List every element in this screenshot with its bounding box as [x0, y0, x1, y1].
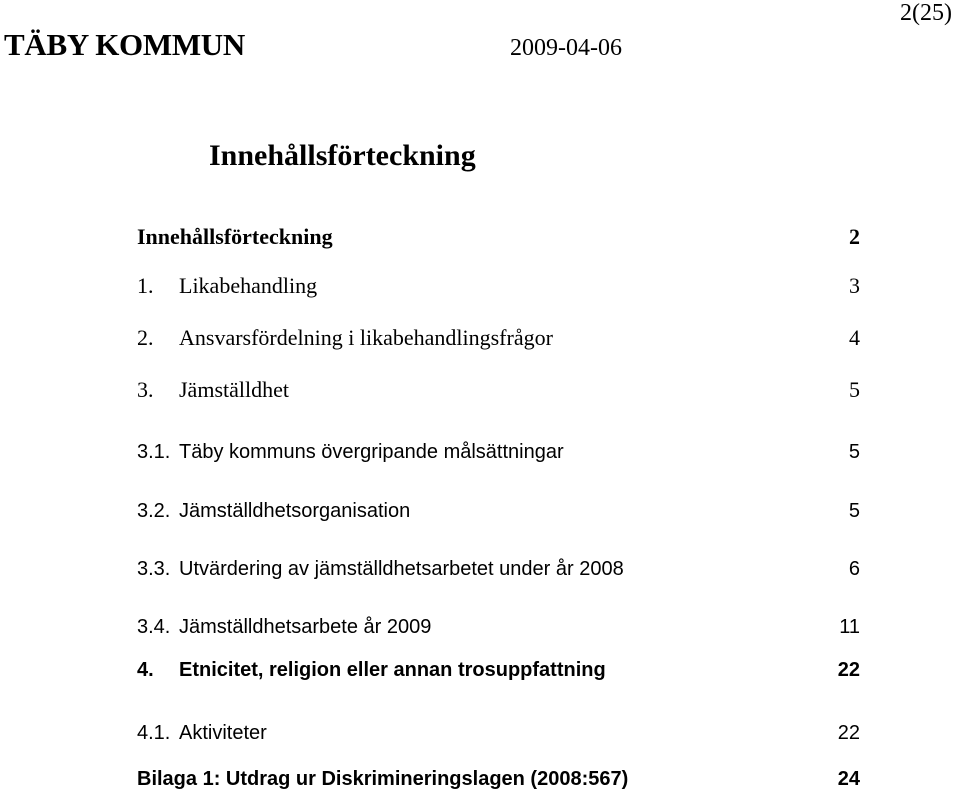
toc-entry[interactable]: [137, 272, 860, 300]
toc-entry-page: 22: [837, 722, 860, 744]
document-date: 2009-04-06: [510, 35, 622, 61]
toc-entry-page: 5: [848, 441, 860, 463]
toc-entry-number: 4.1.: [137, 722, 171, 744]
toc-entry-number: 3.1.: [137, 441, 171, 463]
toc-heading: Innehållsförteckning: [209, 139, 476, 172]
toc-entry-page: 22: [837, 659, 860, 681]
toc-entry-title: Utvärdering av jämställdhetsarbetet under år 2008: [179, 558, 624, 580]
toc-entry-number: 2.: [137, 325, 154, 350]
toc-entry[interactable]: [137, 765, 860, 793]
toc-entry-page: 3: [849, 273, 860, 298]
toc-entry-number: 1.: [137, 273, 154, 298]
toc-entry-page: 6: [848, 558, 860, 580]
toc-entry[interactable]: [137, 555, 860, 583]
toc-entry[interactable]: [137, 497, 860, 525]
toc-entry-number: 3.2.: [137, 500, 171, 522]
toc-entry-number: 3.: [137, 377, 154, 402]
toc-entry-title: Aktiviteter: [179, 722, 267, 744]
page-number: 2(25): [900, 0, 952, 26]
toc-entry-title: Jämställdhetsorganisation: [179, 500, 411, 522]
toc-entry[interactable]: [137, 324, 860, 352]
toc-entry-title: Ansvarsfördelning i likabehandlingsfrågor: [179, 325, 553, 350]
toc-entry[interactable]: [137, 223, 860, 251]
toc-entry-page: 4: [849, 325, 860, 350]
toc-entry-title: Jämställdhet: [179, 377, 289, 402]
toc-entry-title: Bilaga 1: Utdrag ur Diskrimineringslagen (2008:567): [137, 768, 629, 790]
toc-entry-number: 3.3.: [137, 558, 171, 580]
organization-name: TÄBY KOMMUN: [4, 27, 245, 62]
toc-entry[interactable]: [137, 656, 860, 684]
toc-entry-title: Etnicitet, religion eller annan trosuppfattning: [179, 659, 606, 681]
toc-entry-number: 4.: [137, 659, 154, 681]
toc-entry-title: Innehållsförteckning: [137, 224, 333, 249]
toc-entry-title: Jämställdhetsarbete år 2009: [179, 616, 432, 638]
toc-entry-page: 11: [839, 616, 860, 638]
toc-entry-page: 24: [837, 768, 860, 790]
toc-entry-title: Täby kommuns övergripande målsättningar: [179, 441, 564, 463]
toc-entry[interactable]: [137, 438, 860, 466]
toc-entry-page: 2: [849, 224, 860, 249]
toc-entry-page: 5: [849, 377, 860, 402]
toc-entry[interactable]: [137, 719, 860, 747]
toc-entry[interactable]: [137, 376, 860, 404]
toc-entry-page: 5: [848, 500, 860, 522]
toc-entry-title: Likabehandling: [179, 273, 318, 298]
toc-entry-number: 3.4.: [137, 616, 171, 638]
toc-entry[interactable]: [137, 613, 860, 641]
